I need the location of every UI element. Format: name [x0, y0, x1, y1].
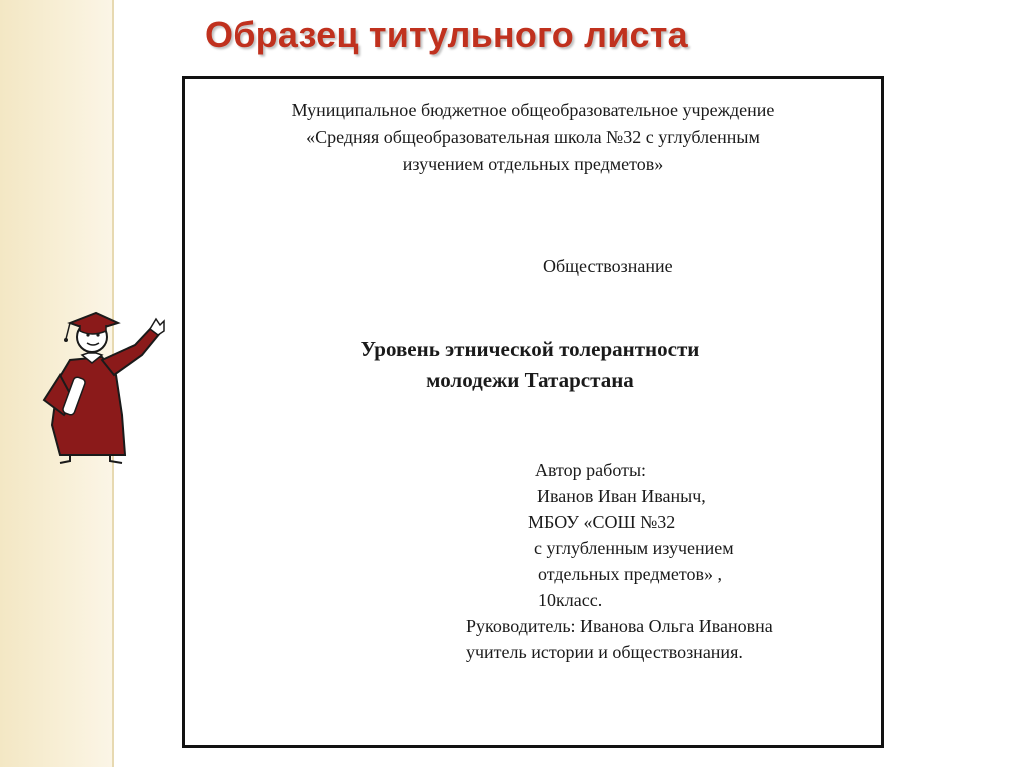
author-school: МБОУ «СОШ №32	[528, 512, 676, 532]
supervisor-position: учитель истории и обществознания.	[466, 642, 743, 662]
subject-label: Обществознание	[543, 256, 673, 276]
institution-line: «Средняя общеобразовательная школа №32 с углубленным	[306, 127, 760, 147]
institution-line: Муниципальное бюджетное общеобразовательное учреждение	[291, 100, 775, 120]
work-title-line: молодежи Татарстана	[426, 368, 634, 392]
supervisor-name: Руководитель: Иванова Ольга Ивановна	[466, 616, 773, 636]
institution-line: изучением отдельных предметов»	[402, 154, 664, 174]
author-grade: 10класс.	[538, 590, 603, 610]
author-name: Иванов Иван Иваныч,	[537, 486, 706, 506]
author-school: отдельных предметов» ,	[538, 564, 723, 584]
author-school: с углубленным изучением	[534, 538, 734, 558]
institution-block	[185, 97, 881, 178]
slide-title: Образец титульного листа	[205, 14, 688, 55]
title-page-sheet	[182, 76, 884, 748]
graduate-icon	[30, 305, 170, 465]
work-title	[185, 334, 875, 396]
author-label: Автор работы:	[535, 460, 647, 480]
work-title-line: Уровень этнической толерантности	[360, 337, 700, 361]
